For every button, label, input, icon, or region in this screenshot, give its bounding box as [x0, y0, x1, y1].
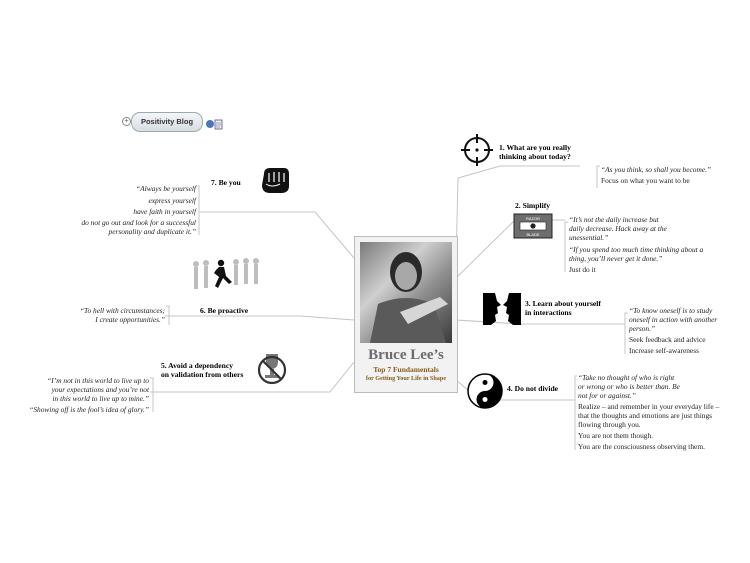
branch-2-item-4: “If you spend too much time thinking about a: [569, 245, 704, 254]
center-subtitle: Top 7 Fundamentals: [373, 365, 439, 374]
branch-4-item-7: You are not them though.: [578, 431, 653, 440]
branch-6-item-1: “To hell with circumstances;: [79, 306, 165, 315]
branch-3-item-4: Seek feedback and advice: [629, 335, 706, 344]
branch-7-item-5: personality and duplicate it.”: [108, 227, 196, 236]
branch-5-title-l2: on validation from others: [161, 370, 244, 379]
branch-7-item-1: “Always be yourself: [136, 184, 196, 193]
branch-3-item-1: “To know oneself is to study: [629, 306, 713, 315]
branch-1-item-1: “As you think, so shall you become.”: [601, 165, 712, 174]
branch-2-item-3: unessential.”: [569, 233, 609, 242]
razor-blade-icon: [513, 213, 553, 239]
branch-2-item-1: “It’s not the daily increase but: [569, 215, 659, 224]
branch-3-item-3: person.”: [629, 324, 656, 333]
yin-yang-icon: [466, 372, 504, 410]
branch-4-item-5: that the thoughts and emotions are just things: [578, 411, 713, 420]
bracket-b2: [565, 222, 568, 272]
branch-6-item-2: I create opportunities.”: [95, 315, 165, 324]
bruce-lee-photo: [360, 242, 452, 343]
branch-7-item-3: have faith in yourself: [133, 207, 196, 216]
branch-4-item-6: flowing through you.: [578, 420, 641, 429]
bracket-b7: [196, 186, 199, 235]
portrait-silhouette: [360, 242, 452, 343]
branch-2-title: 2. Simplify: [515, 201, 551, 210]
central-topic[interactable]: [354, 236, 458, 393]
branch-7-item-2: express yourself: [148, 196, 196, 205]
razor-text-bottom: BLADE: [526, 232, 540, 237]
branch-4-item-4: Realize – and remember in your everyday life –: [578, 402, 720, 411]
center-tagline: for Getting Your Life in Shape: [365, 375, 447, 382]
positivity-blog-node[interactable]: Positivity Blog: [131, 112, 203, 132]
branch-4-item-8: You are the consciousness observing them.: [578, 442, 705, 451]
razor-text-top: RAZOR: [526, 216, 540, 221]
branch-1-title-l1: 1. What are you really: [499, 143, 571, 152]
branch-5-item-4: “Showing off is the fool’s idea of glory.”: [29, 405, 149, 414]
branch-4-item-3: not for or against.”: [578, 391, 636, 400]
branch-7-title: 7. Be you: [211, 178, 241, 187]
no-trophy-icon: [256, 348, 288, 386]
branch-5-item-2: your expectations and you’re not: [51, 385, 149, 394]
branch-5-item-1: “I’m not in this world to live up to: [47, 376, 149, 385]
crosshair-icon: [460, 133, 494, 167]
branch-2-item-6: Just do it: [569, 265, 596, 274]
expand-toggle[interactable]: +: [122, 117, 131, 126]
branch-3-title-l1: 3. Learn about yourself: [525, 299, 601, 308]
branch-1-title-l2: thinking about today?: [499, 152, 571, 161]
center-title: Bruce Lee’s: [368, 347, 444, 363]
branch-2-item-5: thing, you’ll never get it done.”: [569, 254, 663, 263]
branch-6-title: 6. Be proactive: [200, 306, 249, 315]
branch-4-item-1: “Take no thought of who is right: [578, 373, 675, 382]
link-notes-icon[interactable]: [205, 118, 223, 130]
connector-b6: [165, 316, 354, 320]
branch-3-item-5: Increase self-awareness: [629, 346, 699, 355]
branch-3-title-l2: in interactions: [525, 308, 572, 317]
branch-2-item-2: daily decrease. Hack away at the: [569, 224, 667, 233]
branch-5-item-3: in this world to live up to mine.”: [52, 394, 149, 403]
branch-4-title: 4. Do not divide: [507, 384, 559, 393]
bracket-b5: [150, 378, 153, 412]
branch-7-item-4: do not go out and look for a successful: [81, 218, 196, 227]
bracket-b1: [597, 166, 600, 188]
branch-4-item-2: or wrong or who is better than. Be: [578, 382, 680, 391]
branch-3-item-2: oneself in action with another: [629, 315, 718, 324]
bracket-b3: [625, 313, 628, 354]
runner-figures-icon: [190, 256, 264, 296]
branch-5-title-l1: 5. Avoid a dependency: [161, 361, 234, 370]
two-faces-icon: [481, 291, 523, 327]
connector-b7: [200, 212, 354, 258]
bracket-b4: [575, 376, 577, 450]
fist-icon: [258, 164, 292, 196]
branch-1-item-2: Focus on what you want to be: [601, 176, 690, 185]
